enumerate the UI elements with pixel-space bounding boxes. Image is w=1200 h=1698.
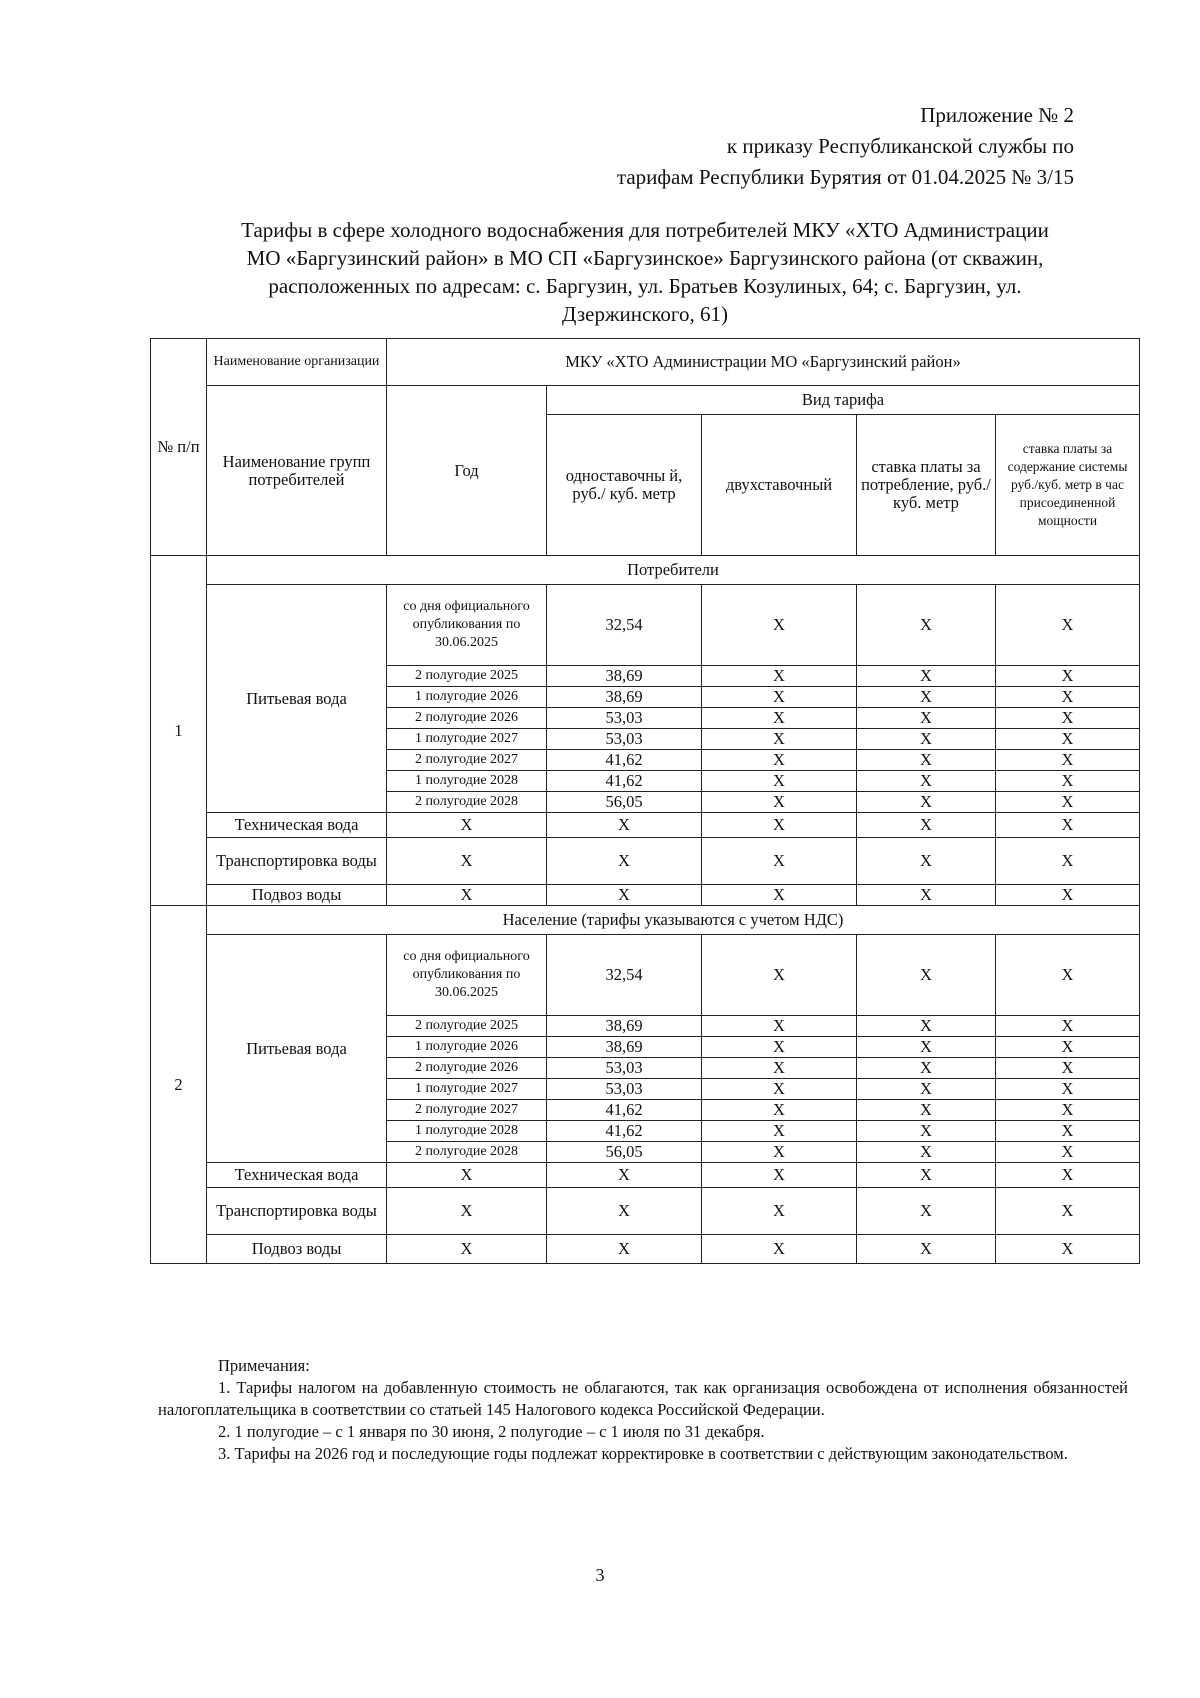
header-org-name-label: Наименование организации [207, 339, 387, 386]
title-line-4: Дзержинского, 61) [562, 302, 728, 326]
na-cell: Х [387, 838, 547, 885]
na-cell: Х [547, 1188, 702, 1235]
tariff-value: 41,62 [547, 1100, 702, 1121]
na-cell: Х [702, 666, 857, 687]
na-cell: Х [857, 750, 996, 771]
header-year-label: Год [387, 386, 547, 556]
na-cell: Х [996, 729, 1140, 750]
na-cell: Х [547, 813, 702, 838]
header-org-name: МКУ «ХТО Администрации МО «Баргузинский район» [387, 339, 1140, 386]
na-cell: Х [996, 1163, 1140, 1188]
na-cell: Х [857, 1079, 996, 1100]
header-row-org [151, 339, 1140, 386]
na-cell: Х [702, 1079, 857, 1100]
na-cell: Х [857, 885, 996, 906]
na-cell: Х [857, 1058, 996, 1079]
title-line-2: МО «Баргузинский район» в МО СП «Баргузинское» Баргузинского района (от скважин, [246, 246, 1044, 270]
drinking-water-label: Питьевая вода [207, 585, 387, 813]
technical-water-label: Техническая вода [207, 1163, 387, 1188]
notes [158, 1355, 1128, 1465]
table-row [151, 838, 1140, 885]
appendix-line-1: Приложение № 2 [920, 103, 1074, 127]
na-cell: Х [702, 687, 857, 708]
technical-water-label: Техническая вода [207, 813, 387, 838]
na-cell: Х [702, 729, 857, 750]
na-cell: Х [387, 1188, 547, 1235]
na-cell: Х [996, 1142, 1140, 1163]
notes-heading: Примечания: [218, 1356, 310, 1375]
tariff-value: 41,62 [547, 750, 702, 771]
na-cell: Х [996, 1016, 1140, 1037]
na-cell: Х [996, 1188, 1140, 1235]
na-cell: Х [702, 708, 857, 729]
table-row [151, 1235, 1140, 1264]
na-cell: Х [996, 935, 1140, 1016]
na-cell: Х [996, 1037, 1140, 1058]
na-cell: Х [857, 585, 996, 666]
appendix-header [617, 100, 1074, 193]
period-cell: 2 полугодие 2028 [387, 792, 547, 813]
na-cell: Х [996, 1100, 1140, 1121]
na-cell: Х [996, 792, 1140, 813]
period-cell: 1 полугодие 2027 [387, 1079, 547, 1100]
tariff-value: 41,62 [547, 1121, 702, 1142]
na-cell: Х [996, 750, 1140, 771]
section-title-row [151, 906, 1140, 935]
period-cell: 1 полугодие 2026 [387, 1037, 547, 1058]
na-cell: Х [857, 935, 996, 1016]
na-cell: Х [702, 1058, 857, 1079]
na-cell: Х [702, 1163, 857, 1188]
na-cell: Х [702, 771, 857, 792]
tariff-table [150, 338, 1140, 1264]
na-cell: Х [857, 729, 996, 750]
section-number: 1 [151, 556, 207, 906]
header-col-maintenance: ставка платы за содержание системы руб./куб. метр в час присоединенной мощности [996, 415, 1140, 556]
section-title: Потребители [207, 556, 1140, 585]
na-cell: Х [702, 1016, 857, 1037]
na-cell: Х [857, 1163, 996, 1188]
period-cell: 2 полугодие 2027 [387, 1100, 547, 1121]
na-cell: Х [702, 1142, 857, 1163]
period-cell: 1 полугодие 2027 [387, 729, 547, 750]
period-cell: 2 полугодие 2025 [387, 1016, 547, 1037]
na-cell: Х [547, 885, 702, 906]
header-col-single: одноставочны й, руб./ куб. метр [547, 415, 702, 556]
na-cell: Х [996, 838, 1140, 885]
period-cell: 1 полугодие 2028 [387, 771, 547, 792]
na-cell: Х [702, 1100, 857, 1121]
na-cell: Х [857, 1037, 996, 1058]
na-cell: Х [702, 838, 857, 885]
na-cell: Х [702, 750, 857, 771]
na-cell: Х [996, 771, 1140, 792]
table-row [151, 935, 1140, 1016]
na-cell: Х [996, 666, 1140, 687]
na-cell: Х [996, 885, 1140, 906]
table-row [151, 1188, 1140, 1235]
section-title: Население (тарифы указываются с учетом НДС) [207, 906, 1140, 935]
table-row [151, 585, 1140, 666]
na-cell: Х [702, 885, 857, 906]
na-cell: Х [996, 1121, 1140, 1142]
na-cell: Х [996, 585, 1140, 666]
tariff-value: 38,69 [547, 666, 702, 687]
header-row-tariff-type [151, 386, 1140, 415]
na-cell: Х [857, 708, 996, 729]
header-tariff-type: Вид тарифа [547, 386, 1140, 415]
tariff-value: 53,03 [547, 1079, 702, 1100]
na-cell: Х [387, 1163, 547, 1188]
na-cell: Х [996, 1079, 1140, 1100]
header-col-consumption: ставка платы за потребление, руб./ куб. метр [857, 415, 996, 556]
na-cell: Х [996, 687, 1140, 708]
na-cell: Х [857, 771, 996, 792]
na-cell: Х [857, 1188, 996, 1235]
note-1: 1. Тарифы налогом на добавленную стоимость не облагаются, так как организация освобождена от исполнения обязанностей налогоплательщика в соответствии со статьей 145 Налогового кодекса Российской Федерации. [158, 1378, 1128, 1419]
na-cell: Х [702, 585, 857, 666]
tariff-value: 38,69 [547, 687, 702, 708]
na-cell: Х [996, 813, 1140, 838]
na-cell: Х [387, 885, 547, 906]
na-cell: Х [996, 708, 1140, 729]
water-transport-label: Транспортировка воды [207, 838, 387, 885]
period-cell: 2 полугодие 2026 [387, 1058, 547, 1079]
tariff-value: 53,03 [547, 1058, 702, 1079]
na-cell: Х [387, 813, 547, 838]
tariff-value: 38,69 [547, 1016, 702, 1037]
na-cell: Х [996, 1058, 1140, 1079]
water-transport-label: Транспортировка воды [207, 1188, 387, 1235]
period-cell: со дня официального опубликования по 30.06.2025 [387, 585, 547, 666]
na-cell: Х [996, 1235, 1140, 1264]
period-cell: 2 полугодие 2028 [387, 1142, 547, 1163]
na-cell: Х [857, 792, 996, 813]
period-cell: 2 полугодие 2025 [387, 666, 547, 687]
tariff-value: 41,62 [547, 771, 702, 792]
table-row [151, 813, 1140, 838]
tariff-value: 32,54 [547, 585, 702, 666]
note-2: 2. 1 полугодие – с 1 января по 30 июня, 2 полугодие – с 1 июля по 31 декабря. [218, 1422, 765, 1441]
title-line-1: Тарифы в сфере холодного водоснабжения для потребителей МКУ «ХТО Администрации [241, 218, 1049, 242]
na-cell: Х [702, 1037, 857, 1058]
note-3: 3. Тарифы на 2026 год и последующие годы подлежат корректировке в соответствии с действующим законодательством. [218, 1444, 1068, 1463]
na-cell: Х [702, 1188, 857, 1235]
table-row [151, 1163, 1140, 1188]
table-row [151, 885, 1140, 906]
page-number: 3 [595, 1565, 605, 1585]
na-cell: Х [857, 666, 996, 687]
na-cell: Х [702, 813, 857, 838]
tariff-value: 56,05 [547, 1142, 702, 1163]
tariff-value: 38,69 [547, 1037, 702, 1058]
document-title [150, 216, 1140, 328]
tariff-value: 53,03 [547, 708, 702, 729]
na-cell: Х [547, 1163, 702, 1188]
appendix-line-3: тарифам Республики Бурятия от 01.04.2025 № 3/15 [616, 165, 1074, 189]
period-cell: 2 полугодие 2027 [387, 750, 547, 771]
header-groups-label: Наименование групп потребителей [207, 386, 387, 556]
water-delivery-label: Подвоз воды [207, 885, 387, 906]
header-col-double: двухставочный [702, 415, 857, 556]
water-delivery-label: Подвоз воды [207, 1235, 387, 1264]
drinking-water-label: Питьевая вода [207, 935, 387, 1163]
title-line-3: расположенных по адресам: с. Баргузин, ул. Братьев Козулиных, 64; с. Баргузин, ул. [268, 274, 1022, 298]
na-cell: Х [702, 792, 857, 813]
tariff-value: 56,05 [547, 792, 702, 813]
na-cell: Х [547, 838, 702, 885]
na-cell: Х [857, 1121, 996, 1142]
na-cell: Х [387, 1235, 547, 1264]
na-cell: Х [702, 1235, 857, 1264]
na-cell: Х [857, 1142, 996, 1163]
na-cell: Х [547, 1235, 702, 1264]
period-cell: 1 полугодие 2028 [387, 1121, 547, 1142]
na-cell: Х [857, 813, 996, 838]
na-cell: Х [857, 838, 996, 885]
period-cell: 2 полугодие 2026 [387, 708, 547, 729]
tariff-value: 53,03 [547, 729, 702, 750]
na-cell: Х [702, 1121, 857, 1142]
appendix-line-2: к приказу Республиканской службы по [726, 134, 1074, 158]
na-cell: Х [857, 687, 996, 708]
header-num: № п/п [151, 339, 207, 556]
section-title-row [151, 556, 1140, 585]
tariff-table-body [151, 339, 1140, 1264]
na-cell: Х [857, 1016, 996, 1037]
section-number: 2 [151, 906, 207, 1264]
na-cell: Х [857, 1235, 996, 1264]
period-cell: 1 полугодие 2026 [387, 687, 547, 708]
na-cell: Х [702, 935, 857, 1016]
tariff-value: 32,54 [547, 935, 702, 1016]
na-cell: Х [857, 1100, 996, 1121]
period-cell: со дня официального опубликования по 30.06.2025 [387, 935, 547, 1016]
